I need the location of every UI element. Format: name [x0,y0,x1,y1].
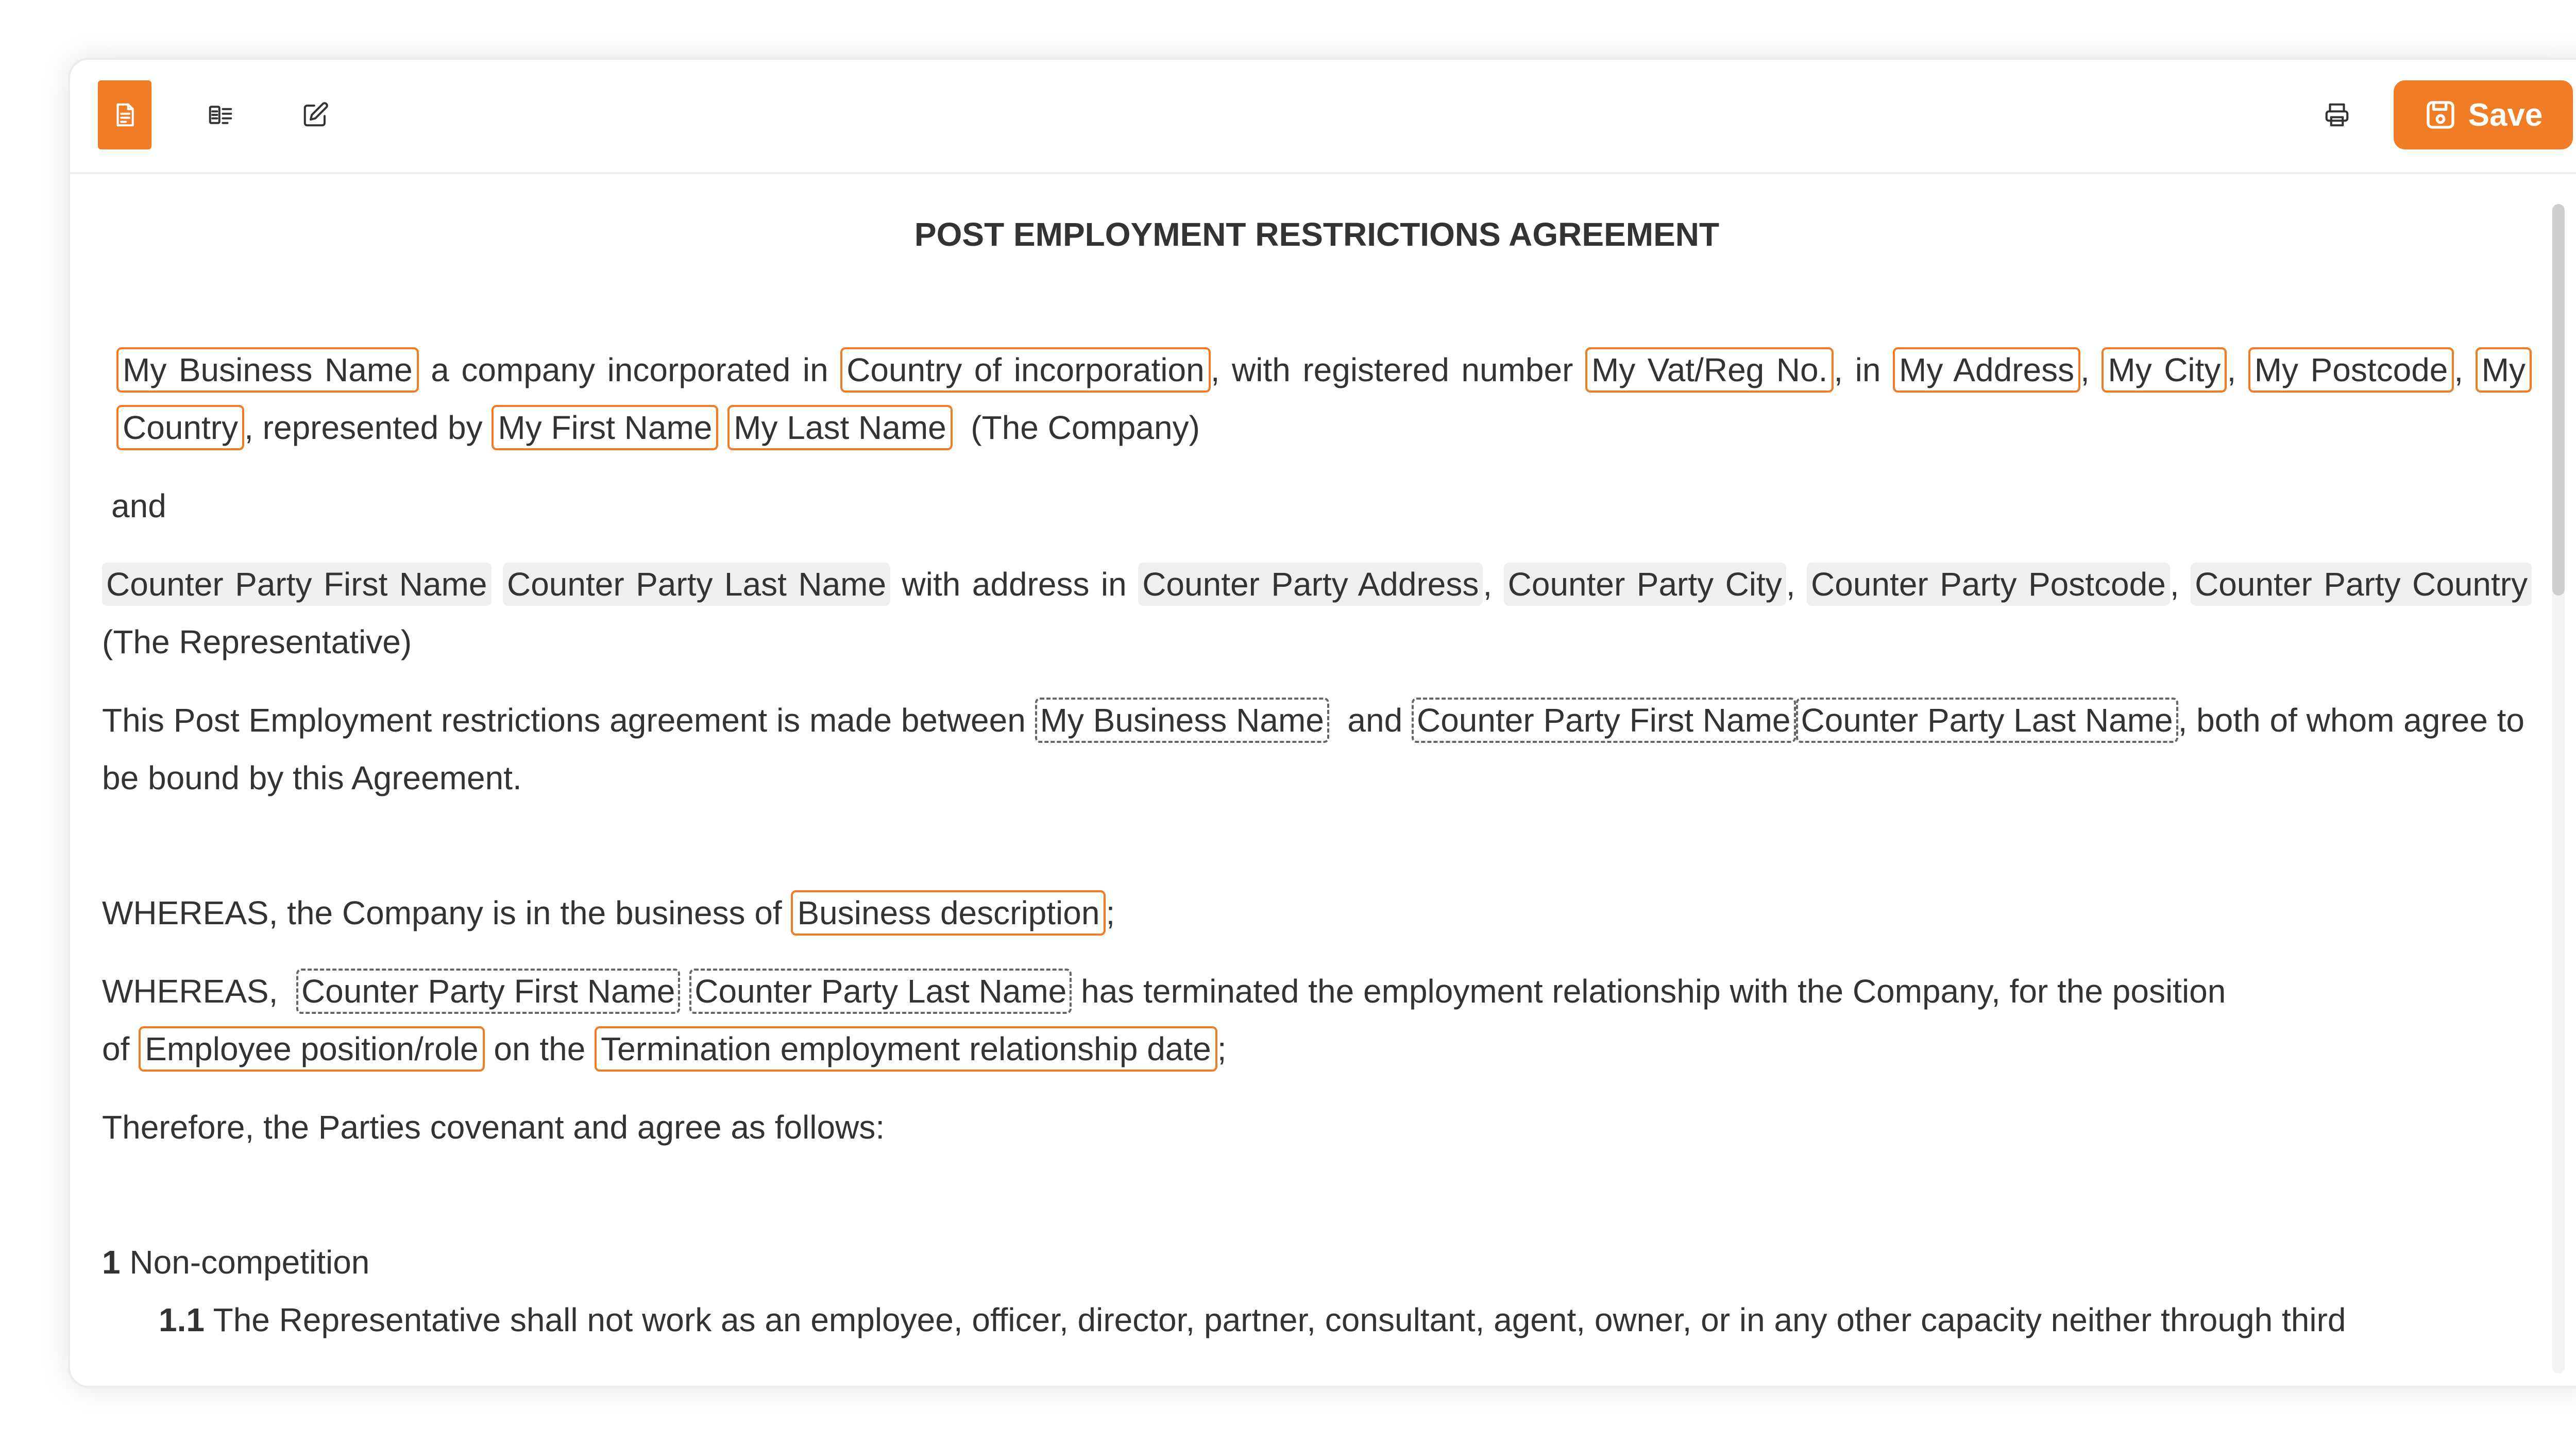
editor-card [68,58,2576,1388]
edit-view-button[interactable] [289,80,342,149]
printer-icon [2323,101,2351,129]
field-my-address[interactable]: My Address [1893,347,2080,393]
field-cp-country[interactable]: Counter Party Country [2191,563,2532,606]
ref-cp-first-name-2[interactable]: Counter Party First Name [296,969,681,1014]
field-my-vat-reg[interactable]: My Vat/Reg No. [1585,347,1834,393]
field-termination-date[interactable]: Termination employment relationship date [595,1026,1217,1072]
scrollbar-thumb[interactable] [2552,204,2565,596]
therefore-line: Therefore, the Parties covenant and agree as follows: [102,1109,885,1146]
toolbar [70,60,2576,174]
document-title: POST EMPLOYMENT RESTRICTIONS AGREEMENT [914,216,1720,253]
save-icon [2424,98,2457,131]
whereas-termination: WHEREAS, Counter Party First Name Counter Party Last Name has terminated the employment relationship with the Company, for the position of Employee position/role on the Termination employment relationship date ; [102,962,2532,1078]
whereas-business: WHEREAS, the Company is in the business of Business description ; [102,884,2532,942]
field-my-business-name[interactable]: My Business Name [116,347,419,393]
field-cp-postcode[interactable]: Counter Party Postcode [1807,563,2170,606]
field-my-country[interactable]: My Country [116,347,2532,450]
section-1-title: Non-competition [129,1244,370,1281]
section-1-number: 1 [102,1244,121,1281]
ref-cp-last-name-2[interactable]: Counter Party Last Name [689,969,1072,1014]
clause-1-1-text: The Representative shall not work as an employee, officer, director, partner, consultant, agent, owner, or in any other capacity neither through third [213,1301,2346,1338]
ref-cp-first-name[interactable]: Counter Party First Name [1412,698,1796,743]
field-employee-position[interactable]: Employee position/role [139,1026,484,1072]
save-button[interactable] [2394,80,2573,149]
company-paragraph: My Business Name a company incorporated in Country of incorporation , with registered number My Vat/Reg No. , in My Address , My City , My Postcode , My Country , represented by My First Name My Last Name (The Company) [102,341,2532,456]
save-label: Save [2468,97,2543,133]
field-country-of-incorporation[interactable]: Country of incorporation [840,347,1211,393]
field-cp-first-name[interactable]: Counter Party First Name [102,563,492,606]
field-my-postcode[interactable]: My Postcode [2248,347,2454,393]
clause-1-1-number: 1.1 [159,1301,205,1338]
document-view-button[interactable] [98,80,151,149]
ref-my-business-name[interactable]: My Business Name [1035,698,1329,743]
print-button[interactable] [2310,80,2364,149]
field-my-city[interactable]: My City [2102,347,2227,393]
scrollbar[interactable] [2552,204,2565,1373]
field-cp-city[interactable]: Counter Party City [1504,563,1786,606]
and-line: and [111,487,166,524]
fields-list-icon [207,101,234,129]
counterparty-paragraph: Counter Party First Name Counter Party Last Name with address in Counter Party Address , Counter Party City , Counter Party Postcode , Counter Party Country (The Representative) [102,555,2532,671]
fields-view-button[interactable] [194,80,247,149]
field-my-first-name[interactable]: My First Name [492,405,718,450]
edit-icon [301,101,329,129]
document-icon [111,101,139,129]
field-cp-last-name[interactable]: Counter Party Last Name [503,563,890,606]
agreement-paragraph: This Post Employment restrictions agreement is made between My Business Name and Counter Party First Name Counter Party Last Name , both of whom agree to be bound by this Agreement. [102,691,2532,807]
field-business-description[interactable]: Business description [791,890,1106,936]
clause-1-1 [102,1291,2532,1349]
ref-cp-last-name[interactable]: Counter Party Last Name [1796,698,2178,743]
document-body[interactable] [102,174,2532,1385]
section-1-heading [102,1233,2532,1291]
field-cp-address[interactable]: Counter Party Address [1138,563,1483,606]
field-my-last-name[interactable]: My Last Name [727,405,953,450]
